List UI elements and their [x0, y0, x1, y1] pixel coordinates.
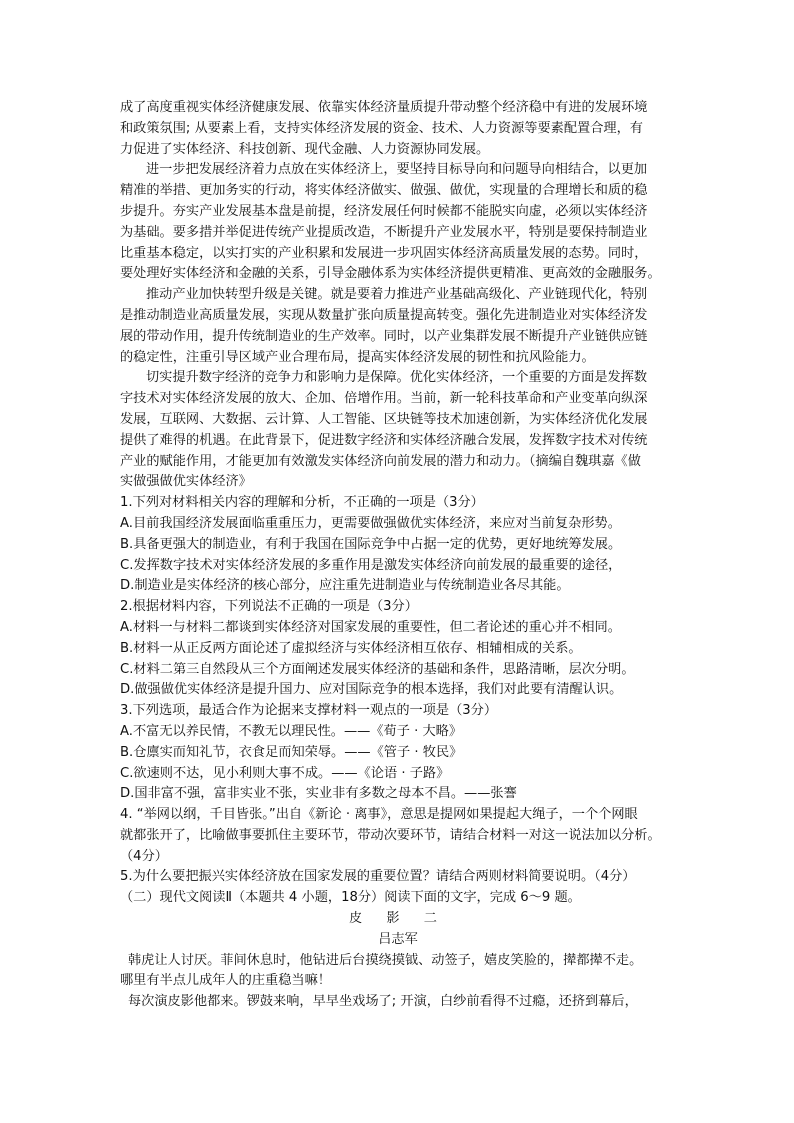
option-d: D.制造业是实体经济的核心部分，应注重先进制造业与传统制造业各尽其能。: [120, 578, 570, 594]
text-line: 为基础。要多措并举促进传统产业提质改造，不断提升产业发展水平，特别是要保持制造业: [120, 224, 648, 240]
text-line: 步提升。夯实产业发展基本盘是前提，经济发展任何时候都不能脱实向虚，必须以实体经济: [120, 203, 648, 219]
story-author: 吕志军: [378, 931, 418, 947]
option-a: A.不富无以养民情，不教无以理民性。——《荀子 · 大略》: [120, 723, 463, 739]
passage-paragraph: [120, 98, 676, 160]
option-b: B.材料一从正反两方面论述了虚拟经济与实体经济相互依存、相辅相成的关系。: [120, 640, 582, 656]
text-line: 韩虎让人讨厌。菲间休息时，他钻进后台摸绕摸钺、动签子，嬉皮笑脸的，撵都撵不走。: [128, 952, 643, 968]
option-b: B.仓廪实而知礼节，衣食足而知荣辱。——《管子 · 牧民》: [120, 744, 463, 760]
text-line: （4分）: [120, 848, 168, 864]
option-a: A.材料一与材料二都谈到实体经济对国家发展的重要性，但二者论述的重心并不相同。: [120, 619, 621, 635]
document-page: [120, 98, 676, 1013]
question-stem: 1.下列对材料相关内容的理解和分析，不正确的一项是（3分）: [120, 495, 484, 511]
question-stem: 2.根据材料内容，下列说法不正确的一项是（3分）: [120, 599, 418, 615]
text-line: 精准的举措、更加务实的行动，将实体经济做实、做强、做优，实现量的合理增长和质的稳: [120, 183, 648, 199]
question-3: [120, 701, 676, 805]
text-line: 的稳定性，注重引导区域产业合理布局，提高实体经济发展的韧性和抗风险能力。: [120, 349, 595, 365]
story-paragraph: [120, 951, 676, 993]
text-line: 展的带动作用，提升传统制造业的生产效率。同时，以产业集群发展不断提升产业链供应链: [120, 328, 648, 344]
text-line: 成了高度重视实体经济健康发展、依靠实体经济量质提升带动整个经济稳中有进的发展环境: [120, 100, 648, 115]
story-title: 皮 影 二: [349, 911, 447, 927]
option-d: D.国非富不强，富非实业不张，实业非有多数之母本不昌。——张謇: [120, 786, 517, 802]
passage-paragraph: [120, 368, 676, 493]
option-a: A.目前我国经济发展面临重重压力，更需要做强做优实体经济，来应对当前复杂形势。: [120, 515, 621, 531]
text-line: 力促进了实体经济、科技创新、现代金融、人力资源协同发展。: [120, 141, 490, 157]
text-line: 4. “举网以纲，千目皆张。”出自《新论 · 离事》，意思是提网如果提起大绳子，一个个网眼: [120, 807, 638, 823]
text-line: 每次演皮影他都来。锣鼓来响，早早坐戏场了; 开演，白纱前看得不过瘾，还挤到幕后，: [128, 994, 638, 1010]
option-c: C.欲速则不达，见小利则大事不成。——《论语 · 子路》: [120, 765, 450, 781]
text-line: 字技术对实体经济发展的放大、企加、倍增作用。当前，新一轮科技革命和产业变革向纵深: [120, 391, 648, 407]
question-5: 5.为什么要把振兴实体经济放在国家发展的重要位置？请结合两则材料简要说明。（4分）: [120, 869, 636, 885]
text-line: 哪里有半点儿成年人的庄重稳当嘛！: [120, 973, 331, 989]
option-c: C.材料二第三自然段从三个方面阐述发展实体经济的基础和条件，思路清晰，层次分明。: [120, 661, 635, 677]
text-line: 推动产业加快转型升级是关键。就是要着力推进产业基础高级化、产业链现代化，特别: [146, 287, 648, 303]
question-4: [120, 805, 676, 867]
option-c: C.发挥数字技术对实体经济发展的多重作用是激发实体经济向前发展的最重要的途径，: [120, 557, 622, 573]
question-stem: 3.下列选项，最适合作为论据来支撑材料一观点的一项是（3分）: [120, 703, 498, 719]
passage-paragraph: [120, 160, 676, 285]
text-line: 提供了难得的机遇。在此背景下，促进数字经济和实体经济融合发展，发挥数字技术对传统: [120, 432, 648, 448]
text-line: 是推动制造业高质量发展，实现从数量扩张向质量提高转变。强化先进制造业对实体经济发: [120, 307, 648, 323]
option-d: D.做强做优实体经济是提升国力、应对国际竞争的根本选择，我们对此要有清醒认识。: [120, 682, 623, 698]
text-line: 就都张开了，比喻做事要抓住主要环节，带动次要环节，请结合材料一对这一说法加以分析。: [120, 827, 661, 843]
text-line: 进一步把发展经济着力点放在实体经济上，要坚持目标导向和问题导向相结合，以更加: [146, 162, 648, 178]
story-paragraph: [120, 992, 676, 1013]
section-heading: （二）现代文阅读Ⅱ（本题共 4 小题，18分）阅读下面的文字，完成 6～9 题。: [120, 890, 581, 906]
text-line: 切实提升数字经济的竞争力和影响力是保障。优化实体经济，一个重要的方面是发挥数: [146, 370, 648, 386]
question-2: [120, 597, 676, 701]
passage-paragraph: [120, 285, 676, 368]
question-1: [120, 493, 676, 597]
text-line: 比重基本稳定，以实打实的产业积累和发展进一步巩固实体经济高质量发展的态势。同时，: [120, 245, 648, 261]
option-b: B.具备更强大的制造业，有利于我国在国际竞争中占据一定的优势，更好地统筹发展。: [120, 536, 622, 552]
text-line: 和政策氛围; 从要素上看，支持实体经济发展的资金、技术、人力资源等要素配置合理，有: [120, 120, 643, 136]
text-line: 实做强做优实体经济》: [120, 474, 252, 490]
text-line: 产业的赋能作用，才能更加有效激发实体经济向前发展的潜力和动力。（摘编自魏琪嘉《做: [120, 453, 641, 469]
text-line: 要处理好实体经济和金融的关系，引导金融体系为实体经济提供更精准、更高效的金融服务。: [120, 266, 661, 282]
text-line: 发展，互联网、大数据、云计算、人工智能、区块链等技术加速创新，为实体经济优化发展: [120, 411, 648, 427]
